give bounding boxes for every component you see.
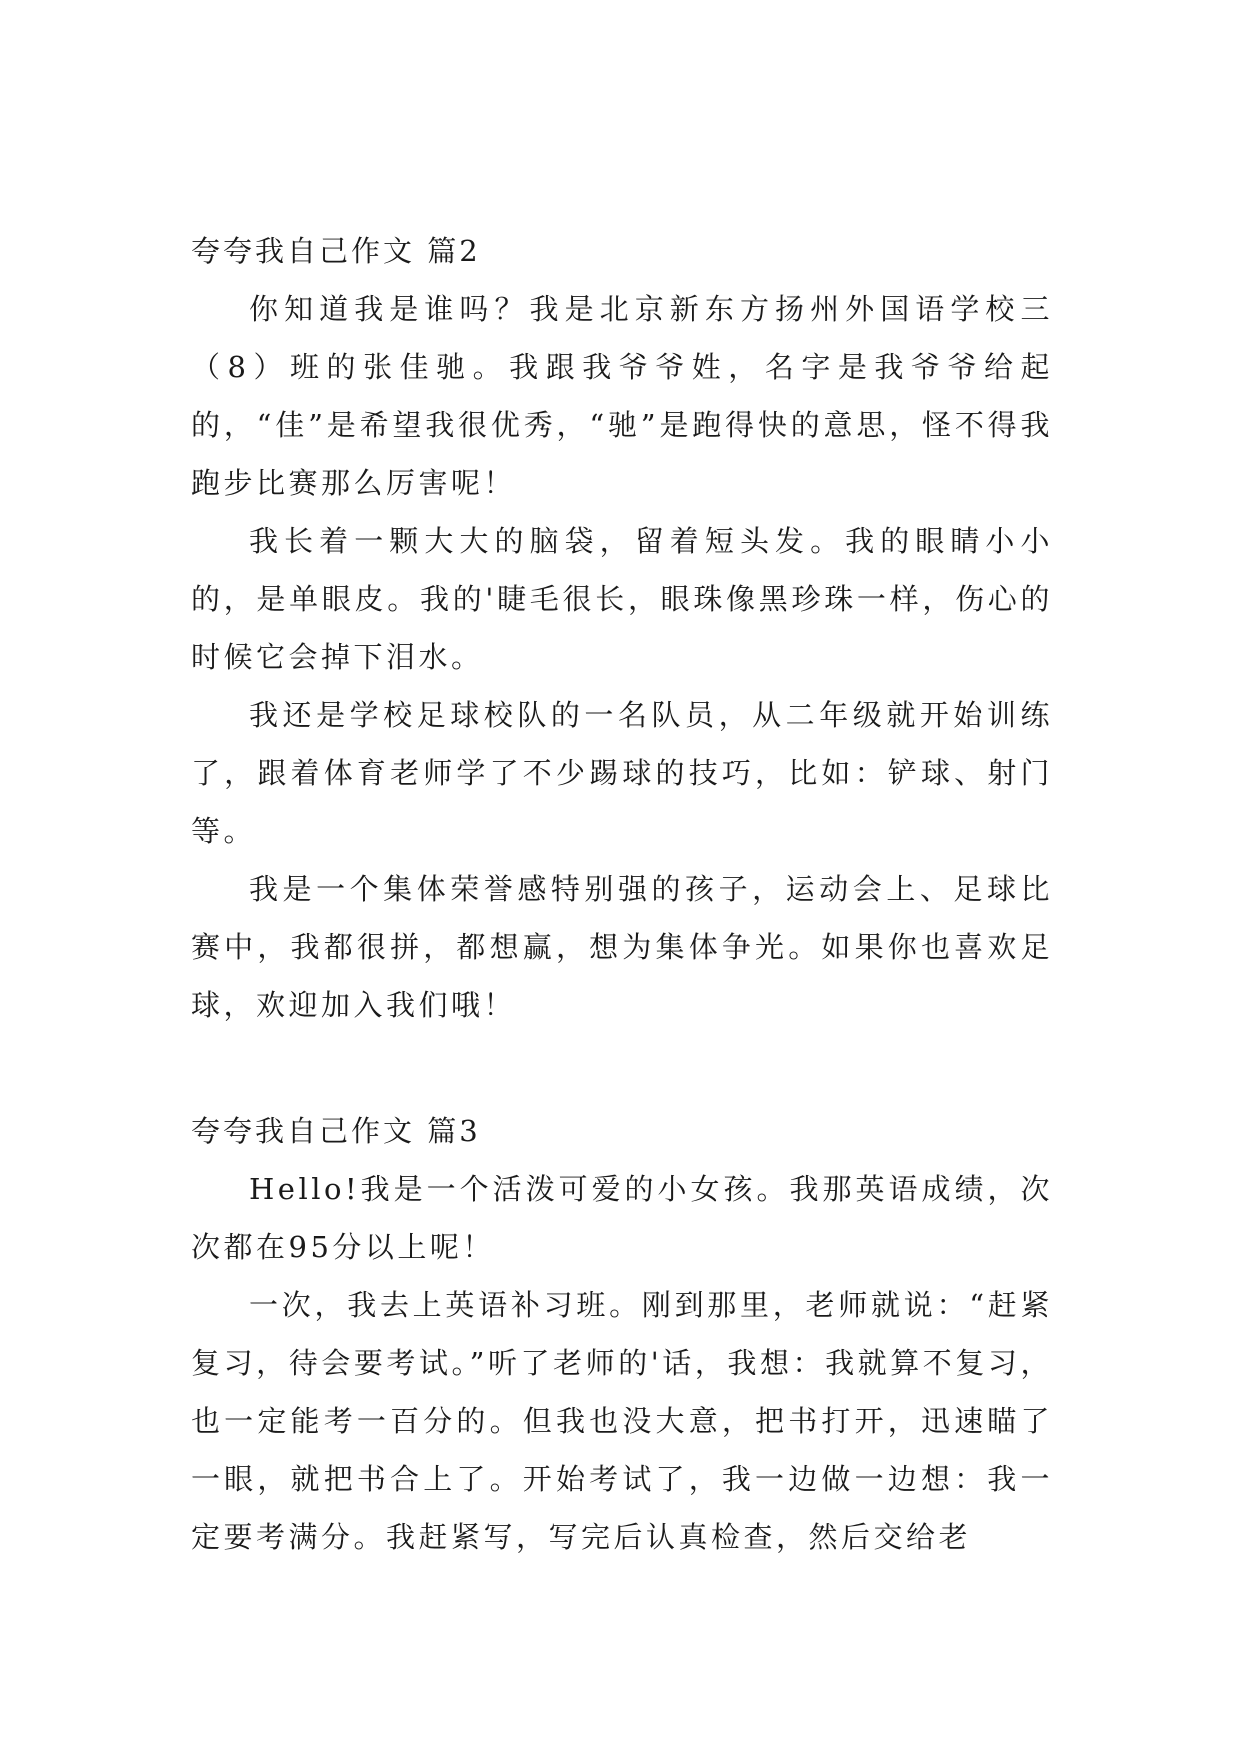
paragraph: Hello!我是一个活泼可爱的小女孩。我那英语成绩，次次都在95分以上呢！: [191, 1172, 1053, 1264]
section-heading: 夸夸我自己作文 篇3: [191, 1114, 481, 1148]
paragraph: 我还是学校足球校队的一名队员，从二年级就开始训练了，跟着体育老师学了不少踢球的技巧，比如：铲球、射门等。: [191, 698, 1053, 848]
paragraph: 我是一个集体荣誉感特别强的孩子，运动会上、足球比赛中，我都很拼，都想赢，想为集体争光。如果你也喜欢足球，欢迎加入我们哦！: [191, 872, 1053, 1022]
paragraph: 我长着一颗大大的脑袋，留着短头发。我的眼睛小小的，是单眼皮。我的'睫毛很长，眼珠像黑珍珠一样，伤心的时候它会掉下泪水。: [191, 524, 1053, 674]
paragraph: 一次，我去上英语补习班。刚到那里，老师就说：“赶紧复习，待会要考试。”听了老师的'话，我想：我就算不复习，也一定能考一百分的。但我也没大意，把书打开，迅速瞄了一眼，就把书合上了。开始考试了，我一边做一边想：我一定要考满分。我赶紧写，写完后认真检查，然后交给老: [191, 1288, 1053, 1554]
essay-section-2: [191, 222, 1053, 1034]
section-heading: 夸夸我自己作文 篇2: [191, 234, 481, 268]
paragraph: 你知道我是谁吗？我是北京新东方扬州外国语学校三（8）班的张佳驰。我跟我爷爷姓，名字是我爷爷给起的，“佳”是希望我很优秀，“驰”是跑得快的意思，怪不得我跑步比赛那么厉害呢！: [191, 292, 1053, 500]
essay-section-3: [191, 1102, 1053, 1566]
